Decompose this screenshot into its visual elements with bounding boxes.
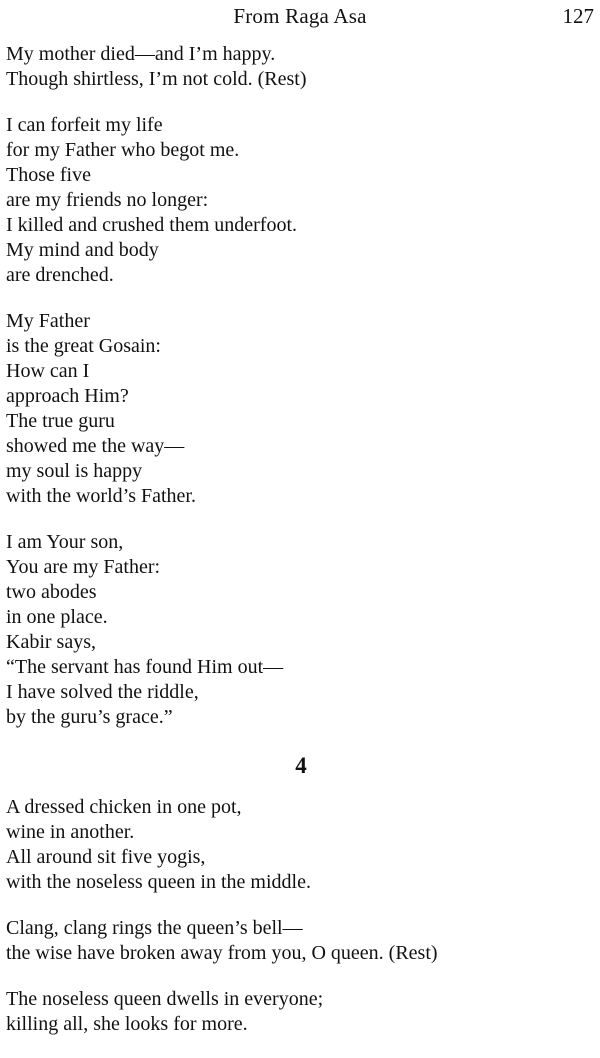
- running-header: [0, 2, 600, 30]
- verse-line: I am Your son,: [6, 531, 124, 553]
- page-number: 127: [562, 4, 594, 28]
- verse-line: My mother died—and I’m happy.: [6, 43, 276, 65]
- verse-line: are drenched.: [6, 264, 114, 286]
- verse-line: I have solved the riddle,: [6, 681, 199, 703]
- verse-line: with the noseless queen in the middle.: [6, 871, 311, 893]
- running-title: From Raga Asa: [233, 4, 367, 28]
- verse-line: Kabir says,: [6, 631, 96, 653]
- verse-line: by the guru’s grace.”: [6, 706, 173, 728]
- verse-line: “The servant has found Him out—: [6, 656, 284, 678]
- verse-line: showed me the way—: [6, 435, 185, 457]
- poem-number: 4: [295, 753, 307, 778]
- poem-body: [6, 42, 596, 1058]
- stanza: [6, 987, 596, 1037]
- verse-line: for my Father who begot me.: [6, 139, 240, 161]
- verse-line: How can I: [6, 360, 90, 382]
- verse-line: with the world’s Father.: [6, 485, 196, 507]
- stanza: [6, 530, 596, 730]
- verse-line: wine in another.: [6, 821, 135, 843]
- stanza: [6, 113, 596, 288]
- verse-line: The noseless queen dwells in everyone;: [6, 988, 324, 1010]
- stanza: [6, 42, 596, 92]
- verse-line: My Father: [6, 310, 90, 332]
- verse-line: A dressed chicken in one pot,: [6, 796, 242, 818]
- verse-line: Those five: [6, 164, 91, 186]
- verse-line: two abodes: [6, 581, 97, 603]
- verse-line: My mind and body: [6, 239, 159, 261]
- verse-line: Though shirtless, I’m not cold. (Rest): [6, 68, 307, 90]
- verse-line: Clang, clang rings the queen’s bell—: [6, 917, 303, 939]
- verse-line: my soul is happy: [6, 460, 143, 482]
- verse-line: approach Him?: [6, 385, 129, 407]
- verse-line: All around sit five yogis,: [6, 846, 206, 868]
- verse-line: The true guru: [6, 410, 115, 432]
- stanza: [6, 795, 596, 895]
- verse-line: the wise have broken away from you, O queen. (Rest): [6, 942, 438, 964]
- verse-line: is the great Gosain:: [6, 335, 161, 357]
- stanza: [6, 309, 596, 509]
- verse-line: You are my Father:: [6, 556, 161, 578]
- verse-line: I killed and crushed them underfoot.: [6, 214, 298, 236]
- verse-line: I can forfeit my life: [6, 114, 163, 136]
- verse-line: killing all, she looks for more.: [6, 1013, 248, 1035]
- stanza: [6, 916, 596, 966]
- verse-line: in one place.: [6, 606, 108, 628]
- verse-line: are my friends no longer:: [6, 189, 209, 211]
